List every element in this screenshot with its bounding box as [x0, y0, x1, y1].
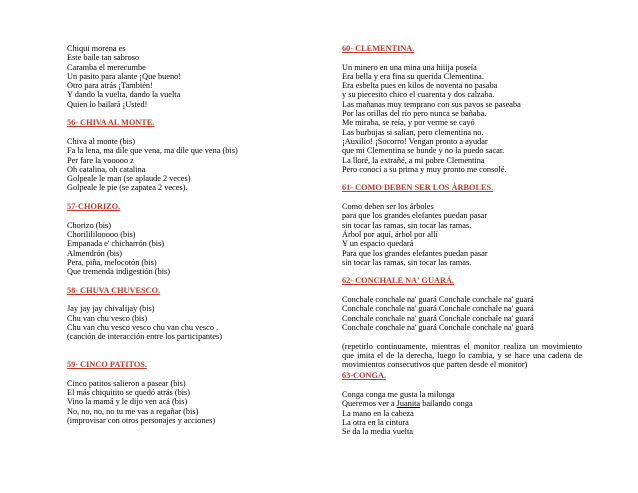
- lyric-line: Golpeale le pie (se zapatea 2 veces).: [67, 183, 188, 193]
- lyric-line: Árbol por aquí, árbol por allí: [342, 229, 438, 239]
- lyric-line: Que tremenda indigestión (bis): [67, 267, 170, 277]
- lyric-line: El más chiquitito se quedó atrás (bis): [67, 387, 191, 397]
- lyric-line: Conchale conchale na' guará Conchale conchale na' guará: [342, 304, 534, 314]
- lyric-line: ¡Auxilio! ¡Socorro! Vengan pronto a ayudar: [342, 136, 488, 146]
- lyric-line: Conchale conchale na' guará Conchale conchale na' guará: [342, 313, 534, 323]
- lyric-line: Conchale conchale na' guará Conchale conchale na' guará: [342, 295, 534, 305]
- lyric-line: Chiqui morena es: [67, 44, 126, 53]
- lyric-line: Me miraba, se reía, y por verme se cayó: [342, 118, 475, 128]
- song-note: (repetirlo continuamente, mientras el monitor realiza un movimiento que imita el de la derecha, luego lo cambia, y se hace una cadena de movimientos consecutivos que parten desde el monitor): [342, 341, 582, 370]
- lyric-line: (canción de interacción entre los participantes): [67, 332, 223, 342]
- lyric-line: Almendrón (bis): [67, 248, 123, 258]
- lyric-line: La otra en la cintura: [342, 417, 409, 427]
- lyric-line: Vino la mamá y le dijo ven acá (bis): [67, 397, 188, 407]
- lyric-line: Oh catalina, oh catalina: [67, 164, 146, 174]
- lyric-line: Se da la media vuelta: [342, 427, 413, 437]
- lyric-line: Golpeale le man (se aplaude 2 veces): [67, 174, 191, 184]
- lyric-line: Un minero en una mina una hiiija poseía: [342, 62, 477, 72]
- lyric-line: Chu van chu vesco (bis): [67, 313, 148, 323]
- lyric-line: Era bella y era fina su querida Clementina.: [342, 71, 484, 81]
- lyric-line: Y un espacio quedará: [342, 239, 414, 249]
- lyric-text: Queremos ver a: [342, 399, 397, 409]
- song-title-58: 58- CHUVA CHUVESCO.: [67, 285, 161, 295]
- lyric-line: Quien lo bailará ¡Usted!: [67, 99, 148, 109]
- lyric-line: Pero conocí a su prima y muy pronto me consolé.: [342, 164, 507, 174]
- lyric-line: Era esbelta pues en kilos de noventa no pasaba: [342, 81, 498, 91]
- lyric-line: La lloré, la extrañé, a mi pobre Clementina: [342, 155, 485, 165]
- lyric-line: Este baile tan sabroso: [67, 53, 140, 63]
- lyric-line: sin tocar las ramas, sin tocar las ramas.: [342, 220, 472, 230]
- lyric-text: bailando conga: [420, 399, 473, 409]
- lyric-line: Pera, piña, melocotón (bis): [67, 257, 157, 267]
- lyric-line: sin tocar las ramas, sin tocar las ramas.: [342, 257, 472, 267]
- song-title-61: 61- COMO DEBEN SER LOS ÁRBOLES.: [342, 183, 494, 193]
- lyric-line: para que los grandes elefantes puedan pasar: [342, 211, 488, 221]
- lyric-line: (improvisar con otros personajes y acciones): [67, 415, 216, 425]
- lyric-line: Empanada e' chicharrón (bis): [67, 239, 165, 249]
- lyric-line: Para que los grandes elefantes puedan pasar: [342, 248, 488, 258]
- lyric-line: que mi Clementina se hunde y no la puedo sacar.: [342, 146, 505, 156]
- song-title-57: 57-CHORIZO.: [67, 202, 121, 212]
- lyric-line: Las mañanas muy temprano con sus pavos se paseaba: [342, 99, 521, 109]
- lyric-line: Per fare la vooooo z: [67, 155, 134, 165]
- lyric-line: No, no, no, no tu me vas a regañar (bis): [67, 406, 199, 416]
- lyric-line: Por las orillas del río pero nunca se bañaba.: [342, 109, 487, 119]
- left-column: [67, 44, 317, 425]
- lyric-line: Otro para atrás ¡También!: [67, 81, 153, 91]
- lyric-line: Caramba el merecumbe: [67, 62, 146, 72]
- lyric-line: Cinco patitos salieron a pasear (bis): [67, 378, 186, 388]
- lyric-line: Chorilililooooo (bis): [67, 229, 136, 239]
- lyric-line: Fa la lena, ma dile que vena, ma dile que vena (bis): [67, 146, 238, 156]
- song-title-56: 56- CHIVA AL MONTE.: [67, 118, 155, 128]
- lyric-line: La mano en la cabeza: [342, 408, 414, 418]
- lyric-line: Chu van chu vesco vesco chu van chu vesco .: [67, 322, 219, 332]
- song-title-60: 60- CLEMENTINA.: [342, 44, 415, 53]
- lyric-line: Conga conga me gusta la milonga: [342, 389, 455, 399]
- right-column: [342, 44, 582, 436]
- lyric-line: Y dando la vuelta, dando la vuelta: [67, 90, 181, 100]
- lyric-line: Un pasito para alante ¡Que bueno!: [67, 71, 182, 81]
- song-title-59: 59- CINCO PATITOS.: [67, 360, 147, 370]
- lyric-line: Las burbujas si salían, pero clementina no.: [342, 127, 484, 137]
- lyric-line: Jay jay jay chivalijay (bis): [67, 304, 155, 314]
- underlined-word: Juanita: [396, 399, 421, 409]
- song-title-63: 63-CONGA.: [342, 371, 387, 381]
- lyric-line: Chorizo (bis): [67, 220, 112, 230]
- lyric-line: Conchale conchale na' guará Conchale conchale na' guará: [342, 322, 534, 332]
- lyric-line: [342, 399, 582, 408]
- song-title-62: 62- CONCHALE NA' GUARÁ.: [342, 276, 455, 286]
- lyric-line: Chiva al monte (bis): [67, 136, 135, 146]
- lyric-line: y su piecesito chico el cuarenta y dos calzaba.: [342, 90, 495, 100]
- lyric-line: Como deben ser los árboles: [342, 202, 434, 212]
